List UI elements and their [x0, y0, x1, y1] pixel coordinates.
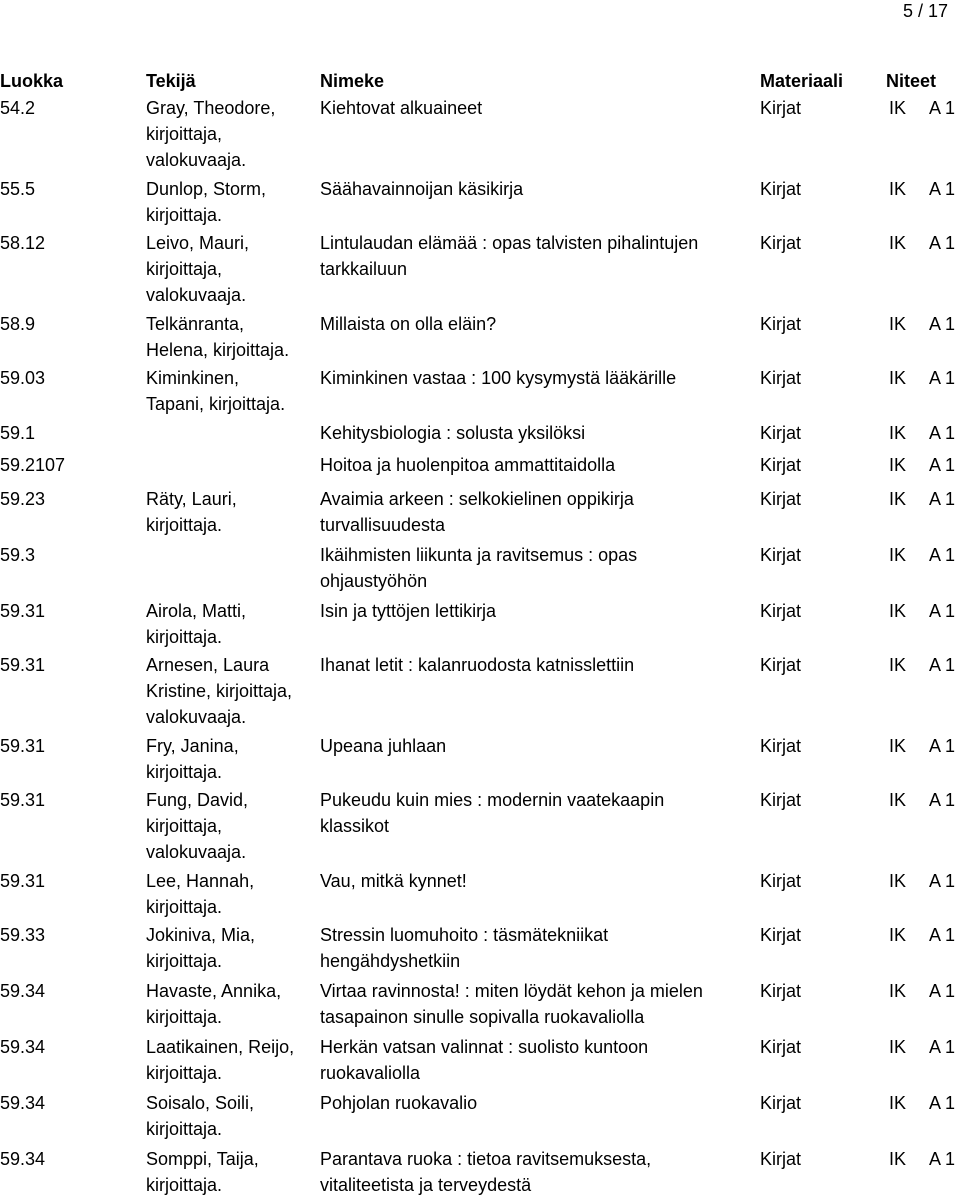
niteet-location-cell: IK — [889, 655, 907, 675]
luokka-cell: 58.12 — [0, 233, 46, 253]
tekija-line: valokuvaaja. — [146, 707, 247, 727]
luokka-cell: 54.2 — [0, 98, 36, 118]
niteet-location-cell: IK — [889, 423, 907, 443]
tekija-line: kirjoittaja, — [146, 124, 223, 144]
niteet-location-cell: IK — [889, 98, 907, 118]
materiaali-cell: Kirjat — [760, 98, 802, 118]
nimeke-cell — [320, 176, 760, 202]
tekija-line: kirjoittaja. — [146, 627, 223, 647]
nimeke-cell — [320, 420, 760, 446]
tekija-line: Leivo, Mauri, — [146, 233, 250, 253]
niteet-location-cell: IK — [889, 368, 907, 388]
materiaali-cell: Kirjat — [760, 455, 802, 475]
materiaali-cell: Kirjat — [760, 1093, 802, 1113]
tekija-cell — [146, 868, 321, 920]
tekija-cell — [146, 733, 321, 785]
tekija-cell — [146, 311, 321, 363]
nimeke-line: Virtaa ravinnosta! : miten löydät kehon ja mielen — [320, 981, 703, 1001]
tekija-line: Arnesen, Laura — [146, 655, 270, 675]
tekija-cell — [146, 365, 321, 417]
tekija-line: kirjoittaja. — [146, 1007, 223, 1027]
tekija-line: Kiminkinen, — [146, 368, 240, 388]
header-materiaali: Materiaali — [760, 71, 844, 91]
header-luokka: Luokka — [0, 71, 64, 91]
luokka-cell: 59.34 — [0, 1037, 46, 1057]
tekija-line: Fry, Janina, — [146, 736, 239, 756]
tekija-cell — [146, 230, 321, 308]
nimeke-cell — [320, 787, 760, 839]
tekija-line: kirjoittaja. — [146, 515, 223, 535]
luokka-cell: 58.9 — [0, 314, 36, 334]
tekija-line: Lee, Hannah, — [146, 871, 255, 891]
luokka-cell: 59.31 — [0, 790, 46, 810]
niteet-count-cell: A 1 — [929, 601, 956, 621]
luokka-cell: 59.34 — [0, 981, 46, 1001]
tekija-line: kirjoittaja. — [146, 897, 223, 917]
materiaali-cell: Kirjat — [760, 1149, 802, 1169]
luokka-cell: 59.3 — [0, 545, 36, 565]
materiaali-cell: Kirjat — [760, 423, 802, 443]
tekija-line: kirjoittaja. — [146, 951, 223, 971]
niteet-count-cell: A 1 — [929, 455, 956, 475]
nimeke-line: klassikot — [320, 816, 390, 836]
tekija-line: Soisalo, Soili, — [146, 1093, 255, 1113]
niteet-location-cell: IK — [889, 455, 907, 475]
page-indicator: 5 / 17 — [902, 1, 948, 21]
nimeke-cell — [320, 230, 760, 282]
materiaali-cell: Kirjat — [760, 871, 802, 891]
tekija-cell — [146, 1090, 321, 1142]
niteet-location-cell: IK — [889, 601, 907, 621]
nimeke-line: tarkkailuun — [320, 259, 408, 279]
tekija-line: Airola, Matti, — [146, 601, 247, 621]
nimeke-line: Pohjolan ruokavalio — [320, 1093, 478, 1113]
materiaali-cell: Kirjat — [760, 981, 802, 1001]
tekija-line: Somppi, Taija, — [146, 1149, 259, 1169]
materiaali-cell: Kirjat — [760, 925, 802, 945]
nimeke-line: Isin ja tyttöjen lettikirja — [320, 601, 497, 621]
niteet-location-cell: IK — [889, 1037, 907, 1057]
materiaali-cell: Kirjat — [760, 736, 802, 756]
materiaali-cell: Kirjat — [760, 368, 802, 388]
nimeke-cell — [320, 1034, 760, 1086]
nimeke-line: Stressin luomuhoito : täsmätekniikat — [320, 925, 609, 945]
luokka-cell: 59.34 — [0, 1093, 46, 1113]
nimeke-line: turvallisuudesta — [320, 515, 446, 535]
niteet-count-cell: A 1 — [929, 655, 956, 675]
luokka-cell: 59.1 — [0, 423, 36, 443]
tekija-cell — [146, 978, 321, 1030]
niteet-location-cell: IK — [889, 489, 907, 509]
nimeke-cell — [320, 1146, 760, 1198]
nimeke-line: Ihanat letit : kalanruodosta katnisslettiin — [320, 655, 635, 675]
tekija-line: kirjoittaja. — [146, 762, 223, 782]
nimeke-cell — [320, 452, 760, 478]
niteet-count-cell: A 1 — [929, 871, 956, 891]
niteet-location-cell: IK — [889, 314, 907, 334]
header-tekija: Tekijä — [146, 71, 196, 91]
niteet-count-cell: A 1 — [929, 98, 956, 118]
materiaali-cell: Kirjat — [760, 489, 802, 509]
tekija-line: valokuvaaja. — [146, 150, 247, 170]
nimeke-cell — [320, 652, 760, 678]
niteet-count-cell: A 1 — [929, 790, 956, 810]
luokka-cell: 55.5 — [0, 179, 36, 199]
nimeke-line: Vau, mitkä kynnet! — [320, 871, 467, 891]
nimeke-line: Parantava ruoka : tietoa ravitsemuksesta, — [320, 1149, 652, 1169]
niteet-count-cell: A 1 — [929, 1149, 956, 1169]
materiaali-cell: Kirjat — [760, 601, 802, 621]
niteet-location-cell: IK — [889, 545, 907, 565]
tekija-cell — [146, 922, 321, 974]
niteet-location-cell: IK — [889, 736, 907, 756]
tekija-line: valokuvaaja. — [146, 842, 247, 862]
nimeke-line: Avaimia arkeen : selkokielinen oppikirja — [320, 489, 634, 509]
luokka-cell: 59.33 — [0, 925, 46, 945]
niteet-location-cell: IK — [889, 179, 907, 199]
nimeke-cell — [320, 922, 760, 974]
tekija-cell — [146, 652, 321, 730]
niteet-count-cell: A 1 — [929, 489, 956, 509]
tekija-line: Havaste, Annika, — [146, 981, 282, 1001]
luokka-cell: 59.03 — [0, 368, 46, 388]
materiaali-cell: Kirjat — [760, 314, 802, 334]
luokka-cell: 59.31 — [0, 601, 46, 621]
tekija-line: Dunlop, Storm, — [146, 179, 267, 199]
nimeke-line: ohjaustyöhön — [320, 571, 428, 591]
nimeke-cell — [320, 978, 760, 1030]
tekija-cell — [146, 95, 321, 173]
nimeke-line: hengähdyshetkiin — [320, 951, 461, 971]
tekija-cell — [146, 486, 321, 538]
nimeke-line: Millaista on olla eläin? — [320, 314, 497, 334]
tekija-cell — [146, 787, 321, 865]
luokka-cell: 59.31 — [0, 655, 46, 675]
nimeke-line: Lintulaudan elämää : opas talvisten pihalintujen — [320, 233, 699, 253]
niteet-count-cell: A 1 — [929, 314, 956, 334]
tekija-line: Telkänranta, — [146, 314, 245, 334]
materiaali-cell: Kirjat — [760, 655, 802, 675]
luokka-cell: 59.34 — [0, 1149, 46, 1169]
tekija-line: kirjoittaja. — [146, 1119, 223, 1139]
header-nimeke: Nimeke — [320, 71, 385, 91]
tekija-line: Fung, David, — [146, 790, 249, 810]
tekija-line: Jokiniva, Mia, — [146, 925, 256, 945]
nimeke-line: Upeana juhlaan — [320, 736, 447, 756]
tekija-line: Kristine, kirjoittaja, — [146, 681, 293, 701]
niteet-count-cell: A 1 — [929, 1093, 956, 1113]
nimeke-line: Pukeudu kuin mies : modernin vaatekaapin — [320, 790, 665, 810]
nimeke-line: Ikäihmisten liikunta ja ravitsemus : opas — [320, 545, 638, 565]
tekija-line: Laatikainen, Reijo, — [146, 1037, 295, 1057]
tekija-cell — [146, 598, 321, 650]
niteet-location-cell: IK — [889, 1149, 907, 1169]
materiaali-cell: Kirjat — [760, 790, 802, 810]
nimeke-line: Kiehtovat alkuaineet — [320, 98, 483, 118]
nimeke-cell — [320, 365, 760, 391]
tekija-line: kirjoittaja, — [146, 816, 223, 836]
materiaali-cell: Kirjat — [760, 545, 802, 565]
tekija-line: Gray, Theodore, — [146, 98, 276, 118]
nimeke-cell — [320, 542, 760, 594]
nimeke-cell — [320, 733, 760, 759]
nimeke-line: Herkän vatsan valinnat : suolisto kuntoon — [320, 1037, 649, 1057]
niteet-location-cell: IK — [889, 871, 907, 891]
tekija-line: kirjoittaja. — [146, 205, 223, 225]
tekija-line: kirjoittaja, — [146, 259, 223, 279]
niteet-location-cell: IK — [889, 790, 907, 810]
niteet-count-cell: A 1 — [929, 981, 956, 1001]
tekija-cell — [146, 1146, 321, 1198]
nimeke-line: Hoitoa ja huolenpitoa ammattitaidolla — [320, 455, 616, 475]
nimeke-cell — [320, 486, 760, 538]
tekija-cell — [146, 176, 321, 228]
materiaali-cell: Kirjat — [760, 1037, 802, 1057]
nimeke-line: Kehitysbiologia : solusta yksilöksi — [320, 423, 586, 443]
niteet-count-cell: A 1 — [929, 925, 956, 945]
niteet-location-cell: IK — [889, 1093, 907, 1113]
materiaali-cell: Kirjat — [760, 179, 802, 199]
tekija-line: Helena, kirjoittaja. — [146, 340, 290, 360]
nimeke-cell — [320, 95, 760, 121]
niteet-location-cell: IK — [889, 233, 907, 253]
luokka-cell: 59.31 — [0, 871, 46, 891]
materiaali-cell: Kirjat — [760, 233, 802, 253]
luokka-cell: 59.23 — [0, 489, 46, 509]
niteet-count-cell: A 1 — [929, 233, 956, 253]
nimeke-line: tasapainon sinulle sopivalla ruokavaliolla — [320, 1007, 645, 1027]
nimeke-line: Kiminkinen vastaa : 100 kysymystä lääkärille — [320, 368, 677, 388]
niteet-location-cell: IK — [889, 981, 907, 1001]
tekija-line: Tapani, kirjoittaja. — [146, 394, 286, 414]
niteet-count-cell: A 1 — [929, 423, 956, 443]
niteet-count-cell: A 1 — [929, 545, 956, 565]
niteet-count-cell: A 1 — [929, 1037, 956, 1057]
nimeke-cell — [320, 311, 760, 337]
nimeke-cell — [320, 868, 760, 894]
header-niteet: Niteet — [886, 71, 937, 91]
niteet-count-cell: A 1 — [929, 736, 956, 756]
luokka-cell: 59.2107 — [0, 455, 66, 475]
tekija-line: valokuvaaja. — [146, 285, 247, 305]
niteet-count-cell: A 1 — [929, 368, 956, 388]
nimeke-line: vitaliteetista ja terveydestä — [320, 1175, 532, 1195]
tekija-line: kirjoittaja. — [146, 1063, 223, 1083]
nimeke-cell — [320, 598, 760, 624]
tekija-cell — [146, 1034, 321, 1086]
nimeke-cell — [320, 1090, 760, 1116]
tekija-line: Räty, Lauri, — [146, 489, 237, 509]
nimeke-line: ruokavaliolla — [320, 1063, 421, 1083]
tekija-line: kirjoittaja. — [146, 1175, 223, 1195]
luokka-cell: 59.31 — [0, 736, 46, 756]
nimeke-line: Säähavainnoijan käsikirja — [320, 179, 524, 199]
niteet-count-cell: A 1 — [929, 179, 956, 199]
niteet-location-cell: IK — [889, 925, 907, 945]
